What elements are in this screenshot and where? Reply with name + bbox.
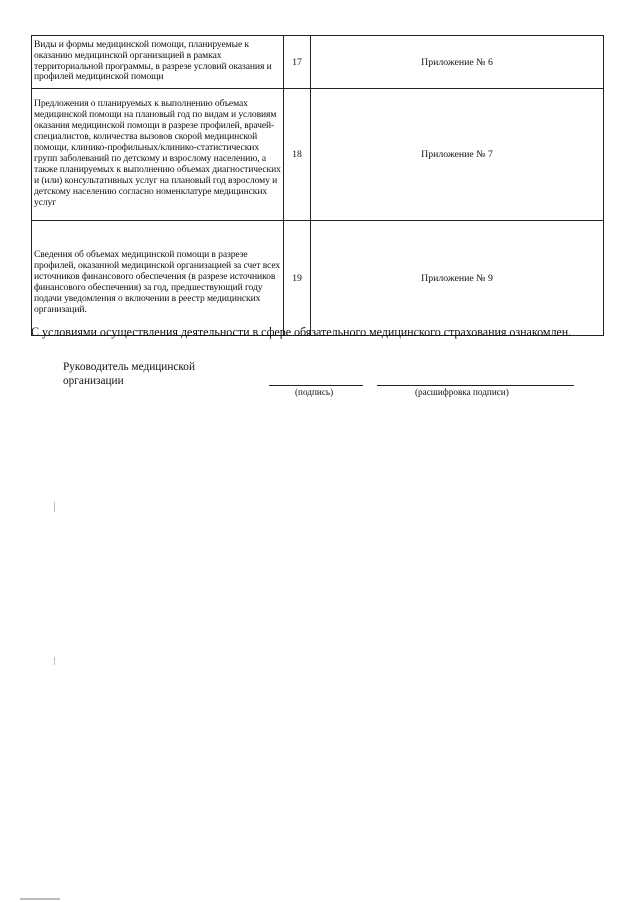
scan-artifact: [54, 502, 55, 512]
scan-artifact: [54, 657, 55, 665]
table-row: [32, 89, 604, 221]
signatory-title: [63, 361, 195, 388]
table-row: [32, 36, 604, 89]
row-appendix: Приложение № 7: [311, 89, 604, 221]
documents-table: [31, 35, 604, 336]
signature-decode-line: [377, 385, 574, 386]
row-description: Предложения о планируемых к выполнению объемах медицинской помощи на плановый год по видам и условиям оказания медицинской помощи в разрезе профилей, врачей-специалистов, количества вызовов скорой медицинской помощи, клинико-профильных/клинико-статистических групп заболеваний по детскому и взрослому населению, а также планируемых к выполнению объемах диагностических и (или) консультативных услуг на плановый год взрослому и детскому населению согласно номенклатуре медицинских услуг: [32, 89, 284, 221]
consent-statement: С условиями осуществления деятельности в сфере обязательного медицинского страхования ознакомлен.: [31, 325, 572, 339]
signatory-title-line2: организации: [63, 374, 124, 387]
row-number: 17: [284, 36, 311, 89]
signature-line: [269, 385, 363, 386]
signature-decode-caption: (расшифровка подписи): [415, 387, 509, 397]
row-number: 18: [284, 89, 311, 221]
table-row: [32, 221, 604, 336]
signatory-title-line1: Руководитель медицинской: [63, 361, 195, 373]
row-appendix: Приложение № 6: [311, 36, 604, 89]
row-description: Виды и формы медицинской помощи, планируемые к оказанию медицинской организацией в рамках территориальной программы, в разрезе условий оказания и профилей медицинской помощи: [32, 36, 284, 89]
row-description: Сведения об объемах медицинской помощи в разрезе профилей, оказанной медицинской организацией за счет всех источников финансового обеспечения (в разрезе источников финансового обеспечения) за год, предшествующий году подачи уведомления о включении в реестр медицинских организаций.: [32, 221, 284, 336]
signature-caption: (подпись): [295, 387, 334, 397]
scan-artifact: [20, 898, 60, 900]
row-appendix: Приложение № 9: [311, 221, 604, 336]
row-number: 19: [284, 221, 311, 336]
